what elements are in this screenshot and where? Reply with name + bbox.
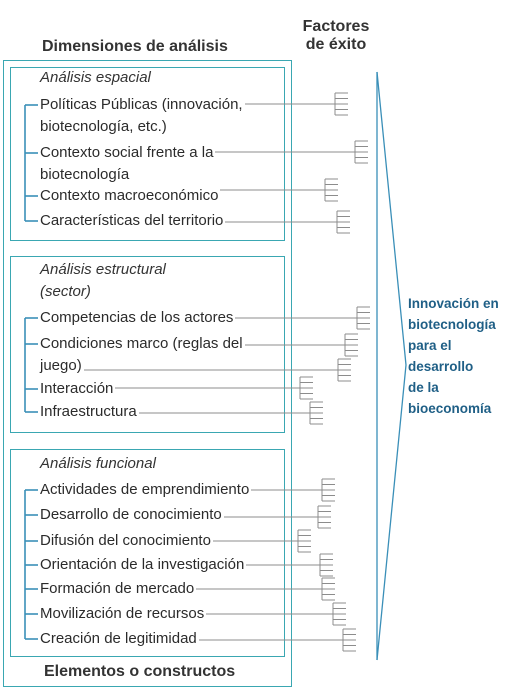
item-label: Competencias de los actores [40,307,235,329]
group-title: Análisis estructural [40,261,166,278]
item-label: Interacción [40,378,115,400]
factor-fan-icon [335,93,348,115]
result-text-line: de la [408,380,439,395]
item-label: Movilización de recursos [40,603,206,625]
group-title: Análisis espacial [40,69,151,86]
factors-heading-line1: Factores [302,18,370,35]
factor-fan-icon [325,179,338,201]
factor-fan-icon [337,211,350,233]
factor-fan-icon [343,629,356,651]
factor-fan-icon [310,402,323,424]
item-label: Características del territorio [40,210,225,232]
item-label: juego) [40,355,84,377]
factor-fan-icon [320,554,333,576]
convergence-wedge [377,72,406,660]
factor-fan-icon [338,359,351,381]
item-label: Contexto macroeconómico [40,185,220,207]
item-label: Condiciones marco (reglas del [40,333,245,355]
item-label: Contexto social frente a la [40,142,215,164]
factors-heading-line2: de éxito [305,36,367,53]
result-text-line: para el [408,338,452,353]
result-text-line: Innovación en [408,296,499,311]
item-label: Desarrollo de conocimiento [40,504,224,526]
factor-fan-icon [322,479,335,501]
factor-fan-icon [345,334,358,356]
factor-fan-icon [355,141,368,163]
item-label: Creación de legitimidad [40,628,199,650]
item-label: Orientación de la investigación [40,554,246,576]
result-text [408,293,514,419]
item-label: Políticas Públicas (innovación, [40,94,245,116]
factor-fan-icon [322,578,335,600]
dimensions-heading: Dimensiones de análisis [42,38,228,55]
group-title: Análisis funcional [40,455,156,472]
factor-fan-icon [333,603,346,625]
group-title: (sector) [40,283,91,300]
result-text-line: biotecnología [408,317,496,332]
factor-fan-icon [318,506,331,528]
item-label: Difusión del conocimiento [40,530,213,552]
item-label: Actividades de emprendimiento [40,479,251,501]
factor-fan-icon [300,377,313,399]
result-text-line: desarrollo [408,359,474,374]
factor-fan-icon [298,530,311,552]
factor-fan-icon [357,307,370,329]
elements-heading: Elementos o constructos [44,663,236,680]
result-text-line: bioeconomía [408,401,492,416]
item-label: Formación de mercado [40,578,196,600]
item-label: Infraestructura [40,401,139,423]
item-label: biotecnología [40,164,131,186]
item-label: biotecnología, etc.) [40,116,169,138]
